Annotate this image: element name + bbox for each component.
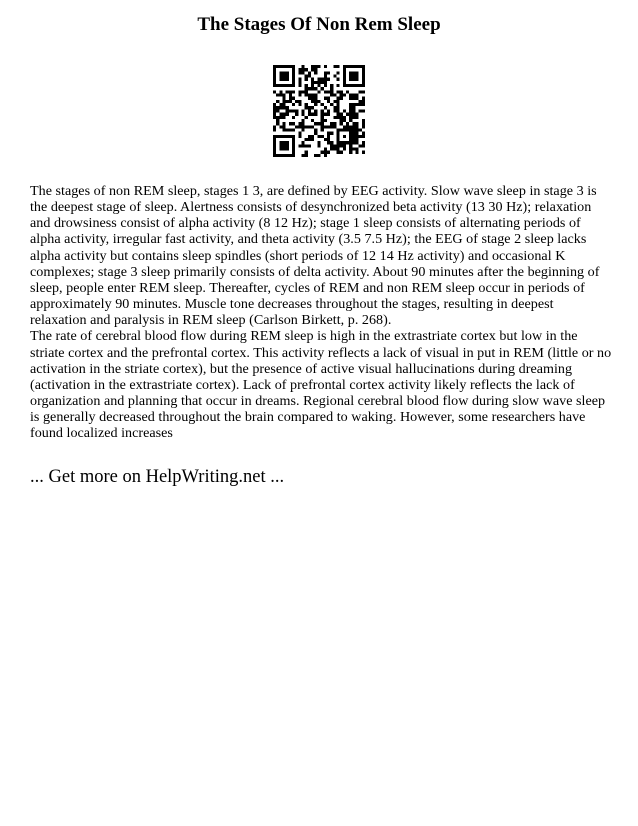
paragraph-stages: The stages of non REM sleep, stages 1 3, are defined by EEG activity. Slow wave sleep in stage 3 is the deepest stage of sleep. Alertness consists of desynchronized beta activity (13 30 Hz); relaxation and drowsiness consist of alpha activity (8 12 Hz); stage 1 sleep consists of alternating periods of alpha activity, irregular fast activity, and theta activity (3.5 7.5 Hz); the EEG of stage 2 sleep lacks alpha activity but contains sleep spindles (short periods of 12 14 Hz activity) and occasional K complexes; stage 3 sleep primarily consists of delta activity. About 90 minutes after the beginning of sleep, people enter REM sleep. Thereafter, cycles of REM and non REM sleep occur in periods of approximately 90 minutes. Muscle tone decreases throughout the stages, resulting in deepest relaxation and paralysis in REM sleep (Carlson Birkett, p. 268). — [30, 183, 600, 329]
paragraph-blood-flow: The rate of cerebral blood flow during REM sleep is high in the extrastriate cortex but low in the striate cortex and the prefrontal cortex. This activity reflects a lack of visual in put in REM (little or no activation in the striate cortex), but the presence of active visual hallucinations during dreaming (activation in the extrastriate cortex). Lack of prefrontal cortex activity likely reflects the lack of organization and planning that occur in dreams. Regional cerebral blood flow during slow wave sleep is generally decreased throughout the brain compared to waking. However, some researchers have found localized increases — [30, 328, 612, 442]
page-title: The Stages Of Non Rem Sleep — [197, 14, 441, 35]
qr-code-icon — [273, 65, 365, 157]
qr-code-graphic — [273, 65, 365, 157]
get-more-link[interactable]: ... Get more on HelpWriting.net ... — [30, 467, 285, 487]
article-body — [30, 183, 612, 442]
